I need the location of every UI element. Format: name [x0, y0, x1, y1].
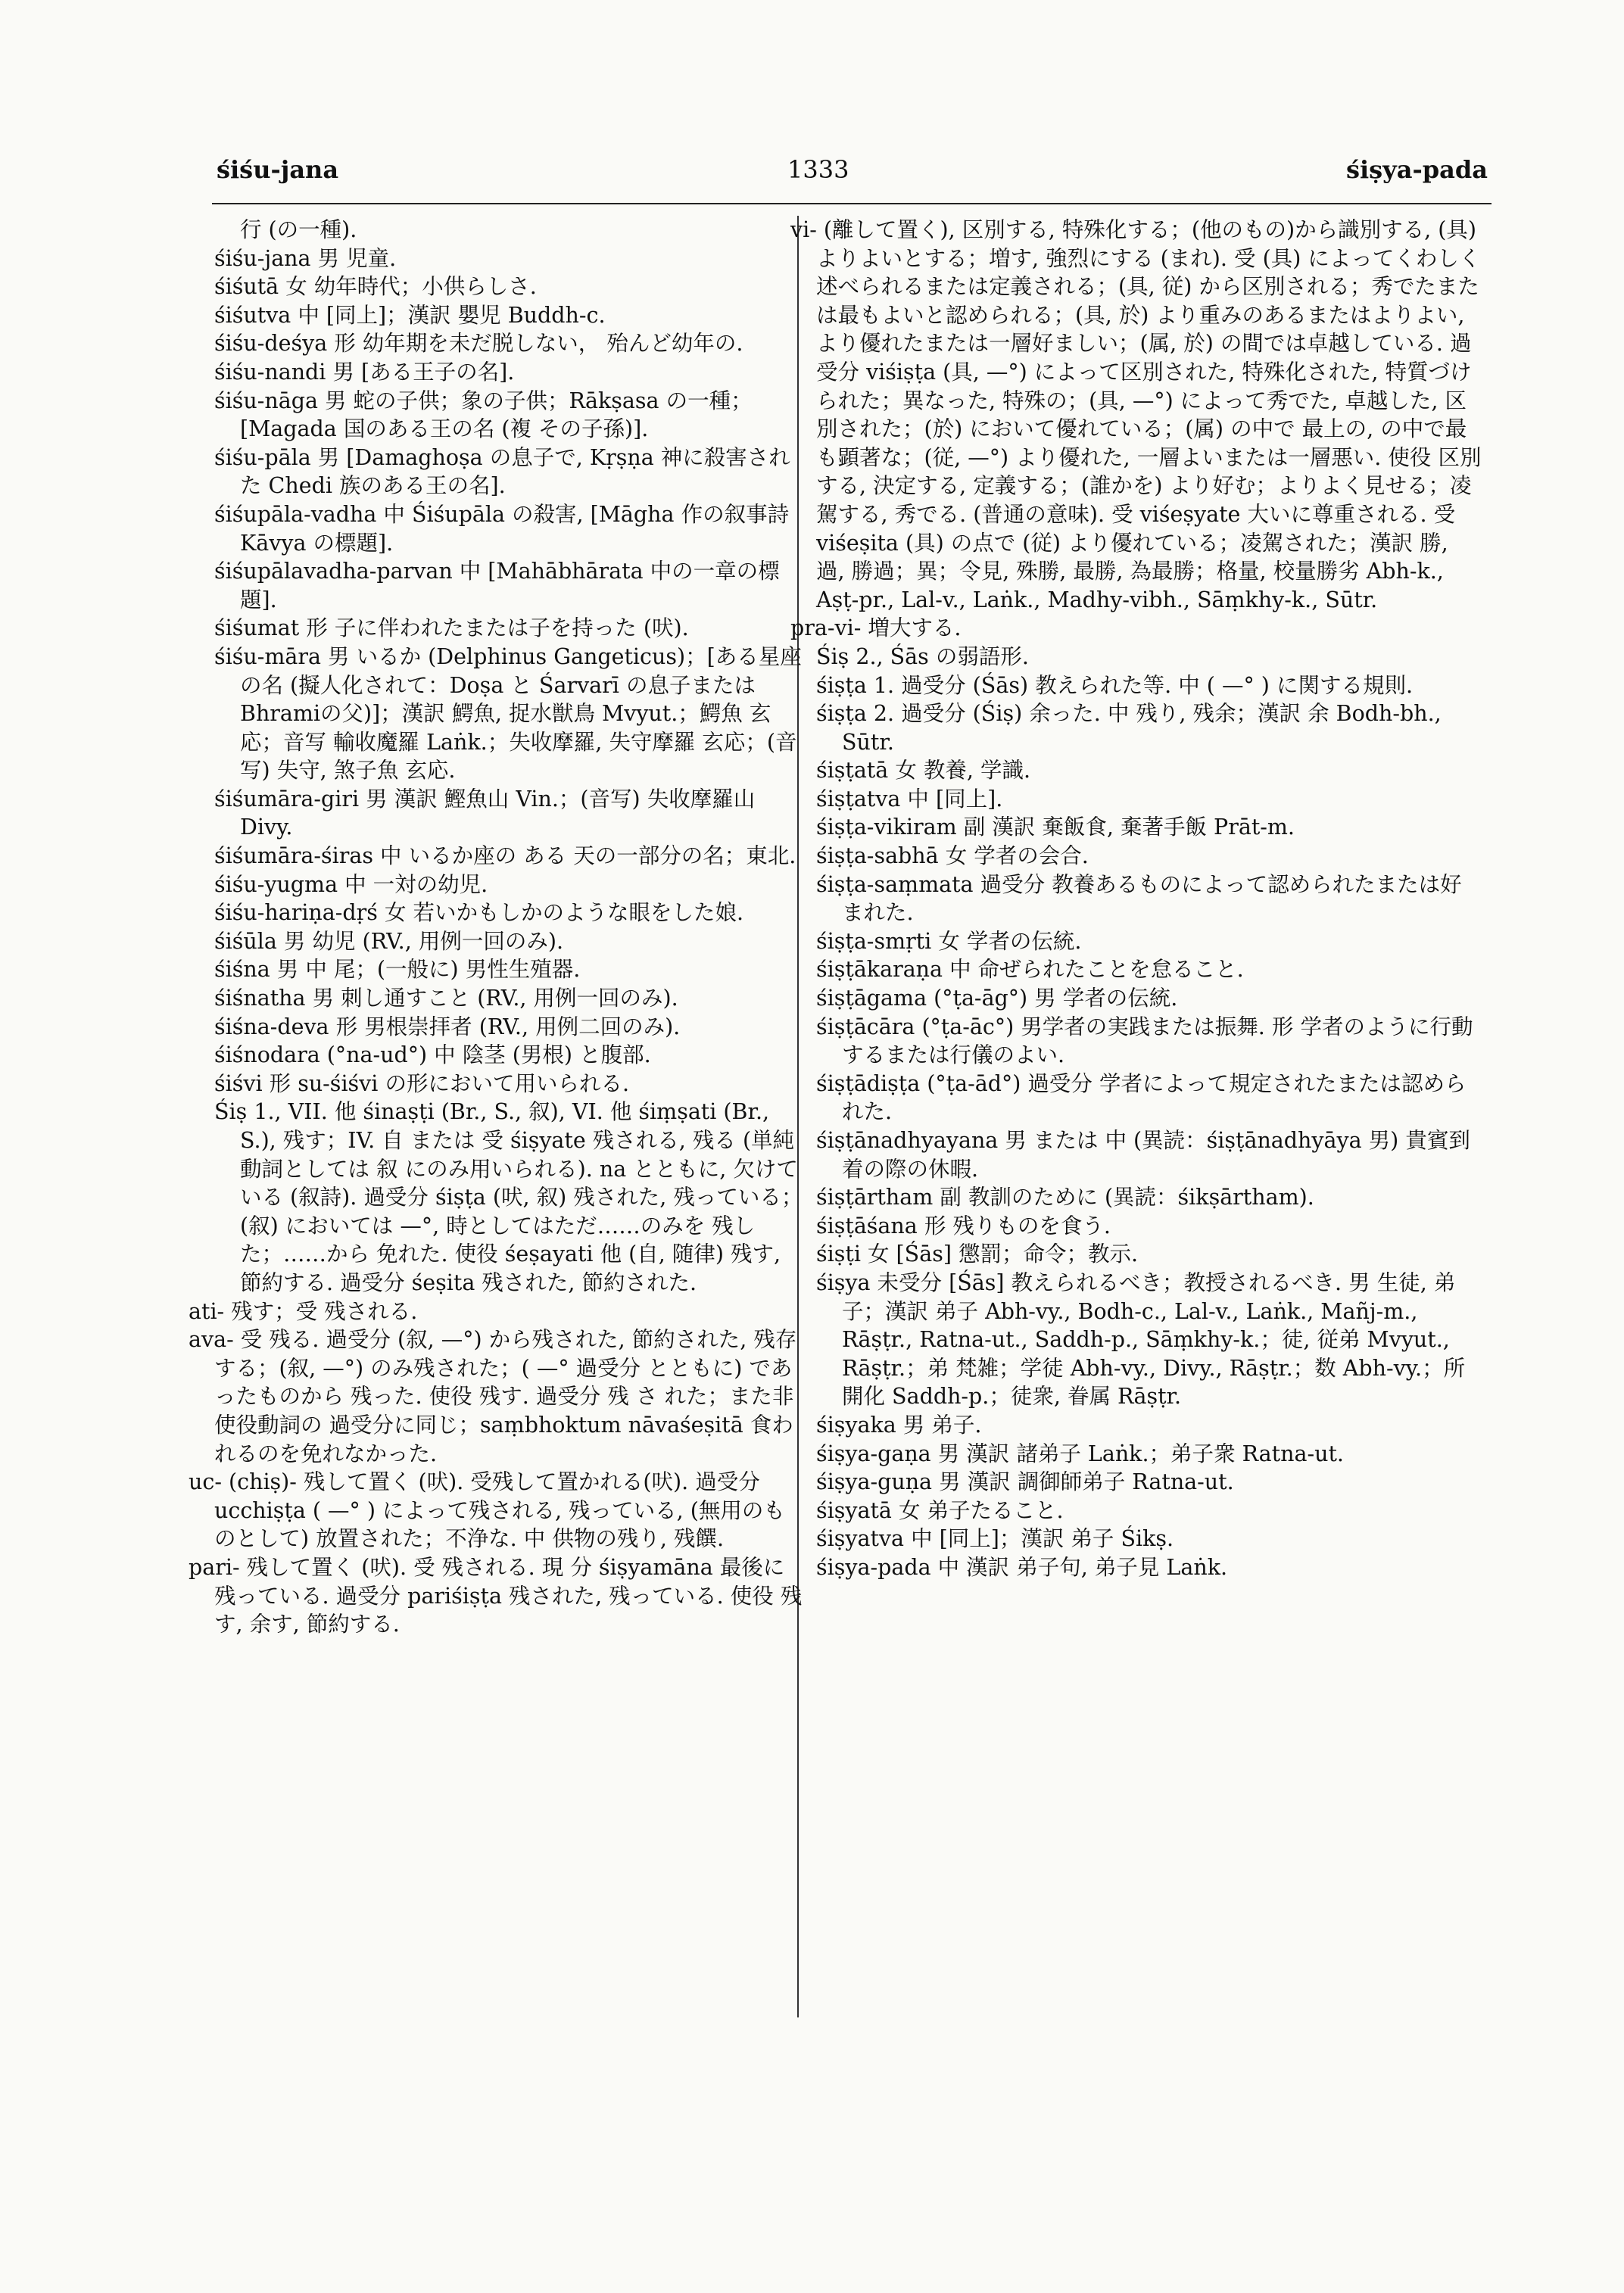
- left-guide-word: śiśu-jana: [217, 155, 339, 184]
- dictionary-entry: śiṣya-gaṇa 男 漢訳 諸弟子 Laṅk.；弟子衆 Ratna-ut.: [816, 1441, 1344, 1466]
- dictionary-entry: śiṣṭa 1. 過受分 (Śās) 教えられた等. 中 ( —° ) に関する規則.: [816, 672, 1414, 698]
- dictionary-entry: śiśvi 形 su-śiśvi の形において用いられる.: [214, 1070, 630, 1096]
- dictionary-entry: śiśupālavadha-parvan 中 [Mahābhārata 中の一章の標題].: [214, 559, 780, 612]
- right-column: [790, 216, 1482, 2048]
- dictionary-entry: śiśupāla-vadha 中 Śiśupāla の殺害, [Māgha 作の叙事詩 Kāvya の標題].: [214, 501, 790, 556]
- dictionary-entry: śiśūla 男 幼児 (RV., 用例一回のみ).: [214, 928, 564, 954]
- dictionary-entry: pra-vi- 増大する.: [790, 615, 962, 641]
- dictionary-entry: 行 (の一種).: [240, 217, 357, 242]
- dictionary-entry: śiṣyatā 女 弟子たること.: [816, 1497, 1064, 1523]
- dictionary-entry: śiśu-māra 男 いるか (Delphinus Gangeticus)；[ある星座の名 (擬人化されて：Doṣa と Śarvarī の息子または Bhramiの父)]；漢訳 鰐魚, 捉水獣鳥 Mvyut.；鰐魚 玄応；音写 輸收魔羅 Laṅk.；失收摩羅, 失守摩羅 玄応；(音写) 失守, 煞子魚 玄応.: [214, 643, 802, 784]
- dictionary-entry: śiśumat 形 子に伴われたまたは子を持った (吠).: [214, 615, 689, 641]
- dictionary-entry: śiṣṭa 2. 過受分 (Śiṣ) 余った. 中 残り, 残余；漢訳 余 Bodh-bh., Sūtr.: [816, 701, 1442, 755]
- dictionary-entry: śiśumāra-giri 男 漢訳 鰹魚山 Vin.；(音写) 失收摩羅山 Divy.: [214, 786, 756, 840]
- dictionary-entry: śiśu-nandi 男 [ある王子の名].: [214, 359, 515, 385]
- dictionary-entry: śiṣya-guṇa 男 漢訳 調御師弟子 Ratna-ut.: [816, 1469, 1234, 1495]
- left-column: [189, 216, 805, 2048]
- dictionary-entry: śiśutva 中 [同上]；漢訳 嬰児 Buddh-c.: [214, 302, 606, 328]
- right-guide-word: śiṣya-pada: [1345, 155, 1488, 184]
- dictionary-entry: śiṣya 未受分 [Śās] 教えられるべき；教授されるべき. 男 生徒, 弟子；漢訳 弟子 Abh-vy., Bodh-c., Lal-v., Laṅk., Mañj-m., Rāṣṭr., Ratna-ut., Saddh-p., Sāṃkhy-k.；徒, 従弟 Mvyut., Rāṣṭr.；弟 梵雑；学徒 Abh-vy., Divy., Rāṣṭr.；数 Abh-vy.；所開化 Saddh-p.；徒衆, 眷属 Rāṣṭr.: [816, 1270, 1466, 1410]
- dictionary-entry: pari- 残して置く (吠). 受 残される. 現 分 śiṣyamāna 最後に残っている. 過受分 pariśiṣṭa 残された, 残っている. 使役 残す, 余す, 節約する.: [189, 1554, 803, 1637]
- dictionary-entry: śiṣyatva 中 [同上]；漢訳 弟子 Śikṣ.: [816, 1526, 1174, 1552]
- dictionary-entry: śiṣṭācāra (°ṭa-āc°) 男学者の実践または振舞. 形 学者のように行動するまたは行儀のよい.: [816, 1014, 1473, 1068]
- dictionary-entry: vi- (離して置く), 区別する, 特殊化する；(他のもの)から識別する, (具)よりよいとする；増す, 強烈にする (まれ). 受 (具) によってくわしく述べられるまたは定義される；(具, 従) から区別される；秀でたまたは最もよいと認められる；(具, 於) より重みのあるまたはよりよい, より優れたまたは一層好ましい；(属, 於) の間では卓越している. 過受分 viśiṣṭa (具, —°) によって区別された, 特殊化された, 特質づけられた；異なった, 特殊の；(具, —°) によって秀でた, 卓越した, 区別された；(於) において優れている；(属) の中で 最上の, の中で最も顕著な；(従, —°) より優れた, 一層よいまたは一層悪い. 使役 区別する, 決定する, 定義する；(誰かを) より好む；よりよく見せる；凌駕する, 秀でる. (普通の意味). 受 viśeṣyate 大いに尊重される. 受 viśeṣita (具) の点で (従) より優れている；凌駕された；漢訳 勝, 過, 勝過；異；令見, 殊勝, 最勝, 為最勝；格量, 校量勝劣 Abh-k., Aṣṭ-pr., Lal-v., Laṅk., Madhy-vibh., Sāṃkhy-k., Sūtr.: [790, 217, 1482, 612]
- dictionary-entry: śiṣṭa-smṛti 女 学者の伝統.: [816, 928, 1082, 954]
- dictionary-entry: ati- 残す；受 残される.: [189, 1298, 418, 1324]
- dictionary-entry: śiṣṭārtham 副 教訓のために (異読：śikṣārtham).: [816, 1185, 1314, 1210]
- dictionary-entry: Śiṣ 1., VII. 他 śinaṣṭi (Br., S., 叙), VI. 他 śiṃṣati (Br., S.), 残す；IV. 自 または 受 śiṣyate 残される, 残る (単純動詞としては 叙 にのみ用いられる). na とともに, 欠けている (叙詩). 過受分 śiṣṭa (吠, 叙) 残された, 残っている；(叙) においては —°, 時としてはただ……のみを 残した；……から 免れた. 使役 śeṣayati 他 (自, 随律) 残す, 節約する. 過受分 śeṣita 残された, 節約された.: [214, 1099, 803, 1295]
- dictionary-entry: śiṣṭa-saṃmata 過受分 教養あるものによって認められたまたは好まれた.: [816, 871, 1462, 926]
- dictionary-entry: śiṣṭākaraṇa 中 命ぜられたことを怠ること.: [816, 957, 1244, 983]
- dictionary-entry: śiṣyaka 男 弟子.: [816, 1412, 982, 1438]
- dictionary-entry: śiśnatha 男 刺し通すこと (RV., 用例一回のみ).: [214, 986, 678, 1011]
- dictionary-entry: śiṣṭāśana 形 残りものを食う.: [816, 1213, 1111, 1238]
- dictionary-entry: śiśumāra-śiras 中 いるか座の ある 天の一部分の名；東北.: [214, 843, 796, 869]
- dictionary-entry: śiṣṭānadhyayana 男 または 中 (異読：śiṣṭānadhyāya 男) 貴賓到着の際の休暇.: [816, 1128, 1470, 1182]
- dictionary-entry: śiśu-pāla 男 [Damaghoṣa の息子で, Kṛṣṇa 神に殺害された Chedi 族のある王の名].: [214, 444, 790, 499]
- dictionary-entry: śiṣṭatva 中 [同上].: [816, 786, 1003, 812]
- dictionary-entry: Śiṣ 2., Śās の弱語形.: [816, 643, 1029, 669]
- dictionary-entry: śiśu-hariṇa-dṛś 女 若いかもしかのような眼をした娘.: [214, 900, 744, 926]
- dictionary-entry: śiśu-nāga 男 蛇の子供；象の子供；Rākṣasa の一種；[Magada 国のある王の名 (複 その子孫)].: [214, 388, 753, 442]
- header-rule: [212, 203, 1492, 204]
- dictionary-entry: śiṣṭādiṣṭa (°ṭa-ād°) 過受分 学者によって規定されたまたは認められた.: [816, 1070, 1467, 1125]
- dictionary-entry: śiṣṭa-vikiram 副 漢訳 棄飯食, 棄著手飯 Prāt-m.: [816, 815, 1295, 840]
- dictionary-entry: śiśnodara (°na-ud°) 中 陰茎 (男根) と腹部.: [214, 1042, 651, 1068]
- dictionary-entry: śiśna 男 中 尾；(一般に) 男性生殖器.: [214, 957, 581, 983]
- dictionary-entry: ava- 受 残る. 過受分 (叙, —°) から残された, 節約された, 残存する；(叙, —°) のみ残された；( —° 過受分 とともに) であったものから 残った. 使役 残す. 過受分 残 さ れた；また非使役動詞の 過受分に同じ；saṃbhoktum nāvaśeṣitā 食われるのを免れなかった.: [189, 1327, 797, 1466]
- dictionary-entry: śiṣṭatā 女 教養, 学識.: [816, 758, 1031, 784]
- dictionary-entry: śiśutā 女 幼年時代；小供らしさ.: [214, 274, 537, 300]
- dictionary-entry: śiṣṭi 女 [Śās] 懲罰；命令；教示.: [816, 1242, 1139, 1267]
- dictionary-entry: śiśu-yugma 中 一対の幼児.: [214, 871, 488, 897]
- dictionary-entry: śiṣṭa-sabhā 女 学者の会合.: [816, 843, 1089, 869]
- dictionary-entry: śiśu-deśya 形 幼年期を未だ脱しない， 殆んど幼年の.: [214, 331, 743, 357]
- page-header: [0, 155, 1624, 201]
- dictionary-entry: śiṣya-pada 中 漢訳 弟子句, 弟子見 Laṅk.: [816, 1554, 1228, 1580]
- dictionary-entry: uc- (chiṣ)- 残して置く (吠). 受残して置かれる(吠). 過受分 ucchiṣṭa ( —° ) によって残される, 残っている, (無用のものとして) 放置された；不浄な. 中 供物の残り, 残饌.: [189, 1469, 785, 1552]
- page-number: 1333: [787, 155, 849, 184]
- dictionary-entry: śiśna-deva 形 男根崇拝者 (RV., 用例二回のみ).: [214, 1014, 681, 1039]
- dictionary-entry: śiṣṭāgama (°ṭa-āg°) 男 学者の伝統.: [816, 986, 1178, 1011]
- dictionary-entry: śiśu-jana 男 児童.: [214, 245, 397, 271]
